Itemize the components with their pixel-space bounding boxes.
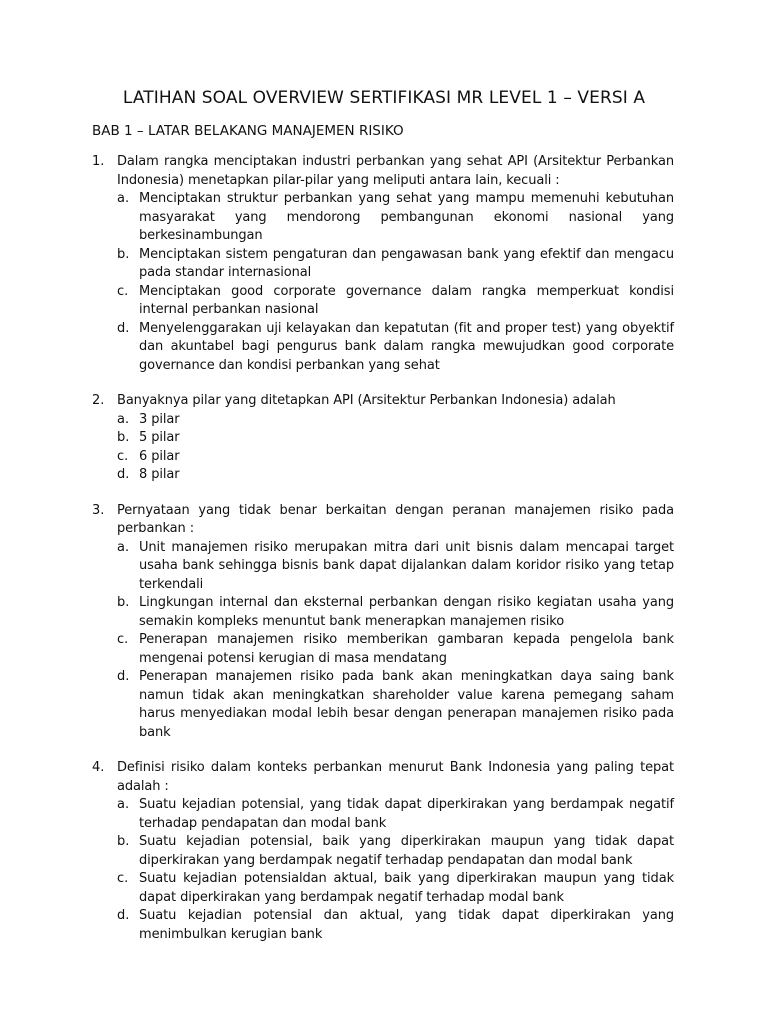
question-number: 3. — [92, 502, 105, 518]
option-list — [117, 796, 674, 944]
option-text: 6 pilar — [139, 448, 180, 464]
option-item — [117, 594, 674, 631]
question-number: 4. — [92, 760, 105, 775]
option-letter: d. — [117, 908, 130, 923]
option-letter: d. — [117, 320, 130, 336]
option-text: Suatu kejadian potensial dan aktual, yang tidak dapat diperkirakan yang menimbulkan kerugian bank — [139, 908, 674, 942]
question-text: Dalam rangka menciptakan industri perbankan yang sehat API (Arsitektur Perbankan Indonesia) menetapkan pilar-pilar yang meliputi antara lain, kecuali : — [117, 154, 674, 188]
option-text: Menciptakan sistem pengaturan dan pengawasan bank yang efektif dan mengacu pada standar internasional — [139, 246, 674, 280]
option-item — [117, 190, 674, 246]
option-letter: b. — [117, 430, 130, 445]
option-letter: a. — [117, 411, 130, 427]
option-text: Menciptakan struktur perbankan yang sehat yang mampu memenuhi kebutuhan masyarakat yang mendorong pembangunan ekonomi nasional yang berkesinambungan — [139, 191, 674, 243]
option-letter: a. — [117, 539, 130, 555]
option-text: Suatu kejadian potensial, yang tidak dapat diperkirakan yang berdampak negatif terhadap pendapatan dan modal bank — [139, 797, 674, 831]
option-letter: d. — [117, 669, 130, 684]
option-letter: a. — [117, 191, 130, 206]
option-list — [117, 539, 674, 743]
option-text: 3 pilar — [139, 411, 180, 427]
option-text: Suatu kejadian potensial, baik yang diperkirakan maupun yang tidak dapat diperkirakan yang berdampak negatif terhadap pendapatan dan modal bank — [139, 834, 674, 868]
option-text: Penerapan manajemen risiko memberikan gambaran kepada pengelola bank mengenai potensi kerugian di masa mendatang — [139, 632, 674, 666]
option-letter: c. — [117, 283, 129, 299]
option-item — [117, 466, 674, 485]
option-item — [117, 907, 674, 944]
option-letter: d. — [117, 467, 130, 482]
option-text: Menyelenggarakan uji kelayakan dan kepatutan (fit and proper test) yang obyektif dan akuntabel bagi pengurus bank dalam rangka mewujudkan good corporate governance dan kondisi perbankan yang sehat — [139, 320, 674, 373]
option-item — [117, 870, 674, 907]
question-text: Pernyataan yang tidak benar berkaitan dengan peranan manajemen risiko pada perbankan : — [117, 502, 674, 536]
option-text: Penerapan manajemen risiko pada bank akan meningkatkan daya saing bank namun tidak akan meningkatkan shareholder value karena pemegang saham harus menyediakan modal lebih besar dengan penerapan manajemen risiko pada bank — [139, 669, 674, 740]
option-text: Menciptakan good corporate governance dalam rangka memperkuat kondisi internal perbankan nasional — [139, 283, 674, 317]
option-item — [117, 796, 674, 833]
option-text: Suatu kejadian potensialdan aktual, baik yang diperkirakan maupun yang tidak dapat diperkirakan yang berdampak negatif terhadap modal bank — [139, 871, 674, 905]
option-text: 8 pilar — [139, 467, 180, 482]
option-list — [117, 411, 674, 485]
option-text: Unit manajemen risiko merupakan mitra dari unit bisnis dalam mencapai target usaha bank sehingga bisnis bank dapat dijalankan dalam koridor risiko yang tetap terkendali — [139, 539, 674, 592]
question-text: Banyaknya pilar yang ditetapkan API (Arsitektur Perbankan Indonesia) adalah — [117, 393, 616, 408]
option-text: Lingkungan internal dan eksternal perbankan dengan risiko kegiatan usaha yang semakin kompleks menuntut bank menerapkan manajemen risiko — [139, 595, 674, 629]
option-letter: b. — [117, 834, 130, 849]
option-letter: a. — [117, 797, 130, 812]
document-title: LATIHAN SOAL OVERVIEW SERTIFIKASI MR LEVEL 1 – VERSI A — [122, 88, 646, 108]
option-list — [117, 190, 674, 375]
option-item — [117, 631, 674, 668]
option-item — [117, 411, 674, 430]
option-item — [117, 246, 674, 283]
option-letter: b. — [117, 595, 130, 610]
option-letter: c. — [117, 632, 129, 647]
question-4 — [92, 759, 674, 944]
option-letter: b. — [117, 246, 130, 262]
question-1 — [92, 153, 674, 375]
option-item — [117, 448, 674, 467]
question-number: 1. — [92, 154, 105, 169]
question-number: 2. — [92, 393, 105, 408]
option-item — [117, 668, 674, 742]
chapter-heading: BAB 1 – LATAR BELAKANG MANAJEMEN RISIKO — [92, 123, 404, 139]
option-letter: c. — [117, 871, 129, 886]
question-2 — [92, 392, 674, 485]
option-item — [117, 429, 674, 448]
question-list — [92, 153, 674, 961]
question-text: Definisi risiko dalam konteks perbankan menurut Bank Indonesia yang paling tepat adalah : — [117, 760, 674, 794]
option-item — [117, 833, 674, 870]
option-item — [117, 283, 674, 320]
option-letter: c. — [117, 448, 129, 464]
question-3 — [92, 502, 674, 743]
option-item — [117, 320, 674, 376]
option-item — [117, 539, 674, 595]
option-text: 5 pilar — [139, 430, 180, 445]
